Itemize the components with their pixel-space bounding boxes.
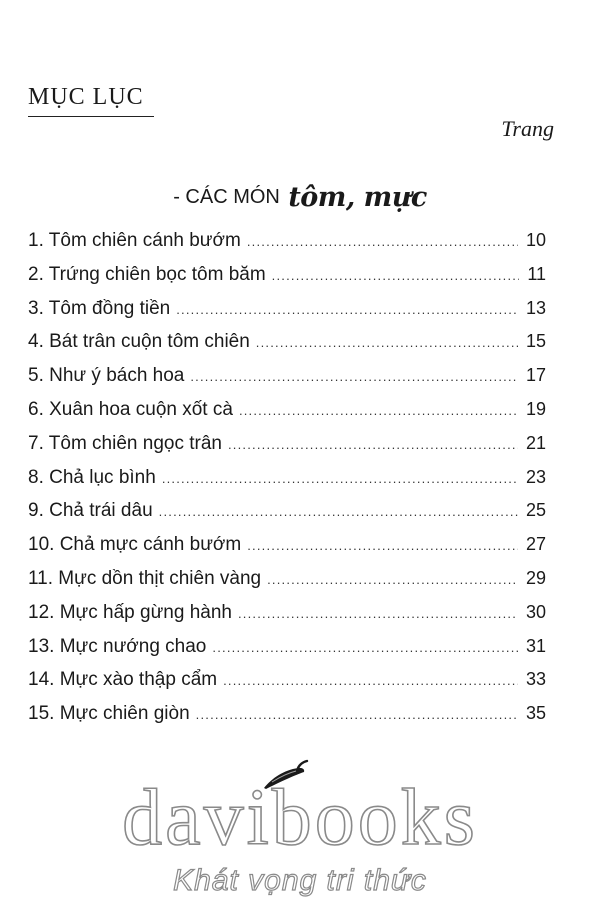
toc-entry-page: 35	[525, 703, 546, 724]
dot-leader	[159, 504, 518, 519]
toc-entry-page: 27	[525, 534, 546, 555]
toc-entry[interactable]	[28, 399, 546, 433]
dot-leader	[228, 437, 518, 452]
toc-entry-title: 2. Trứng chiên bọc tôm băm	[28, 263, 266, 285]
dot-leader	[272, 268, 520, 283]
toc-entry-page: 15	[525, 331, 546, 352]
toc-entry-page: 31	[525, 635, 546, 656]
toc-entry[interactable]	[28, 298, 546, 332]
toc-heading: MỤC LỤC	[28, 84, 144, 110]
dot-leader	[267, 572, 518, 587]
toc-entry-title: 15. Mực chiên giòn	[28, 703, 190, 725]
dot-leader	[223, 673, 518, 688]
davibooks-logo: davibooks	[122, 774, 478, 862]
dot-leader	[239, 403, 518, 418]
section-title	[0, 182, 600, 213]
toc-entry-page: 29	[525, 567, 546, 588]
toc-entry-page: 10	[525, 230, 546, 250]
toc-entry-page: 21	[525, 432, 546, 453]
dot-leader	[162, 471, 518, 486]
toc-list	[28, 230, 546, 737]
toc-entry[interactable]	[28, 669, 546, 703]
toc-entry-page: 33	[525, 669, 546, 690]
toc-entry-page: 13	[525, 297, 546, 318]
section-script-text: tôm, mực	[288, 182, 427, 213]
toc-entry[interactable]	[28, 602, 546, 636]
toc-entry-title: 3. Tôm đồng tiền	[28, 297, 171, 319]
toc-entry-title: 12. Mực hấp gừng hành	[28, 601, 232, 623]
toc-entry-title: 13. Mực nướng chao	[28, 635, 207, 657]
section-prefix: - CÁC MÓN	[173, 186, 280, 208]
toc-entry-title: 4. Bát trân cuộn tôm chiên	[28, 331, 250, 353]
toc-entry-title: 7. Tôm chiên ngọc trân	[28, 432, 222, 454]
toc-entry-title: 6. Xuân hoa cuộn xốt cà	[28, 398, 233, 420]
toc-entry[interactable]	[28, 230, 546, 264]
toc-entry[interactable]	[28, 636, 546, 670]
toc-entry[interactable]	[28, 365, 546, 399]
dot-leader	[190, 369, 518, 384]
toc-entry[interactable]	[28, 433, 546, 467]
page-column-label: Trang	[501, 116, 554, 141]
dot-leader	[212, 640, 518, 655]
toc-entry-page: 19	[525, 398, 546, 419]
davibooks-tagline: Khát vọng tri thức	[173, 864, 427, 897]
toc-entry-title: 5. Như ý bách hoa	[28, 365, 185, 387]
toc-entry-title: 9. Chả trái dâu	[28, 500, 153, 522]
dot-leader	[196, 707, 518, 722]
dot-leader	[247, 538, 518, 553]
toc-entry-page: 17	[525, 365, 546, 386]
toc-entry[interactable]	[28, 264, 546, 298]
toc-entry-title: 11. Mực dồn thịt chiên vàng	[28, 567, 262, 589]
toc-entry-title: 1. Tôm chiên cánh bướm	[28, 230, 241, 251]
dot-leader	[238, 606, 518, 621]
toc-entry-page: 23	[525, 466, 546, 487]
toc-entry[interactable]	[28, 534, 546, 568]
dot-leader	[256, 335, 518, 350]
toc-entry-page: 25	[525, 500, 546, 521]
toc-entry-title: 14. Mực xào thập cẩm	[28, 669, 218, 691]
toc-entry-page: 11	[527, 263, 546, 284]
toc-entry-page: 30	[525, 601, 546, 622]
toc-entry-title: 8. Chả lục bình	[28, 466, 156, 488]
dot-leader	[247, 234, 518, 249]
toc-entry[interactable]	[28, 500, 546, 534]
heading-underline	[28, 116, 154, 117]
toc-entry[interactable]	[28, 568, 546, 602]
toc-entry[interactable]	[28, 703, 546, 737]
toc-entry[interactable]	[28, 467, 546, 501]
toc-entry-title: 10. Chả mực cánh bướm	[28, 534, 242, 556]
dot-leader	[176, 302, 518, 317]
toc-entry[interactable]	[28, 331, 546, 365]
